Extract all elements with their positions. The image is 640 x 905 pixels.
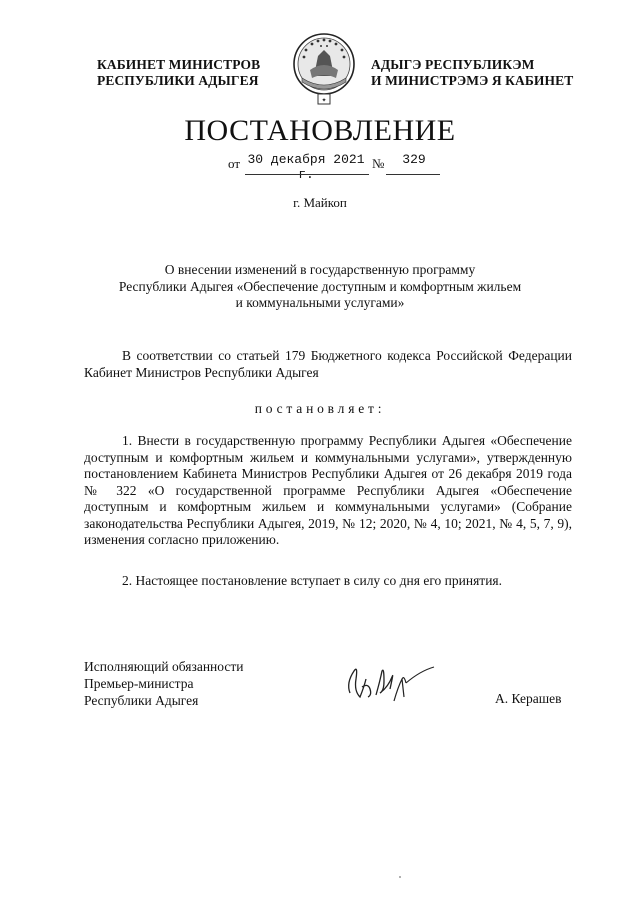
coat-of-arms-icon xyxy=(288,26,360,108)
header-left-line1: КАБИНЕТ МИНИСТРОВ xyxy=(97,57,261,72)
document-title xyxy=(90,262,550,312)
date-underline xyxy=(245,174,369,175)
header-right-line1: АДЫГЭ РЕСПУБЛИКЭМ xyxy=(371,57,535,72)
scan-speck xyxy=(399,876,401,878)
position-line1: Исполняющий обязанности xyxy=(84,659,244,674)
title-line2: Республики Адыгея «Обеспечение доступным и комфортным жильем xyxy=(118,278,522,294)
position-line2: Премьер-министра xyxy=(84,676,194,691)
city: г. Майкоп xyxy=(293,195,347,210)
item-2-paragraph: 2. Настоящее постановление вступает в силу со дня его принятия. xyxy=(122,573,503,588)
document-type: ПОСТАНОВЛЕНИЕ xyxy=(184,114,456,147)
number-underline xyxy=(386,174,440,175)
header-right xyxy=(371,57,573,89)
header-right-line2: И МИНИСТРЭМЭ Я КАБИНЕТ xyxy=(371,73,574,88)
title-line3: и коммунальными услугами» xyxy=(235,295,405,310)
date-value: 30 декабря 2021 г. xyxy=(247,152,365,182)
decree-word: постановляет: xyxy=(254,401,386,416)
position-line3: Республики Адыгея xyxy=(84,693,199,708)
signatory-position xyxy=(84,658,243,709)
title-line1: О внесении изменений в государственную программу xyxy=(164,262,476,277)
date-prefix: от xyxy=(228,156,241,171)
svg-text:✦: ✦ xyxy=(321,97,327,104)
document-number: 329 xyxy=(402,152,426,167)
item-1-paragraph: 1. Внести в государственную программу Республики Адыгея «Обеспечение доступным и комфортным жильем и коммунальными услугами», утвержденную постановлением Кабинета Министров Республики Адыгея от 26 декабря 2019 года № 322 «О государственной программе Республики Адыгея «Обеспечение доступным и комфортным жильем и коммунальными услугами» (Собрание законодательства Республики Адыгея, 2019, № 12; 2020, № 4, 10; 2021, № 4, 5, 7, 9), изменения согласно приложению. xyxy=(84,433,572,547)
preamble-paragraph: В соответствии со статьей 179 Бюджетного кодекса Российской Федерации Кабинет Министров Республики Адыгея xyxy=(84,348,572,380)
number-label: № xyxy=(372,156,385,171)
header-left xyxy=(97,57,260,89)
signatory-name: А. Керашев xyxy=(495,691,562,706)
header-left-line2: РЕСПУБЛИКИ АДЫГЕЯ xyxy=(97,73,259,88)
handwritten-signature xyxy=(336,657,438,707)
